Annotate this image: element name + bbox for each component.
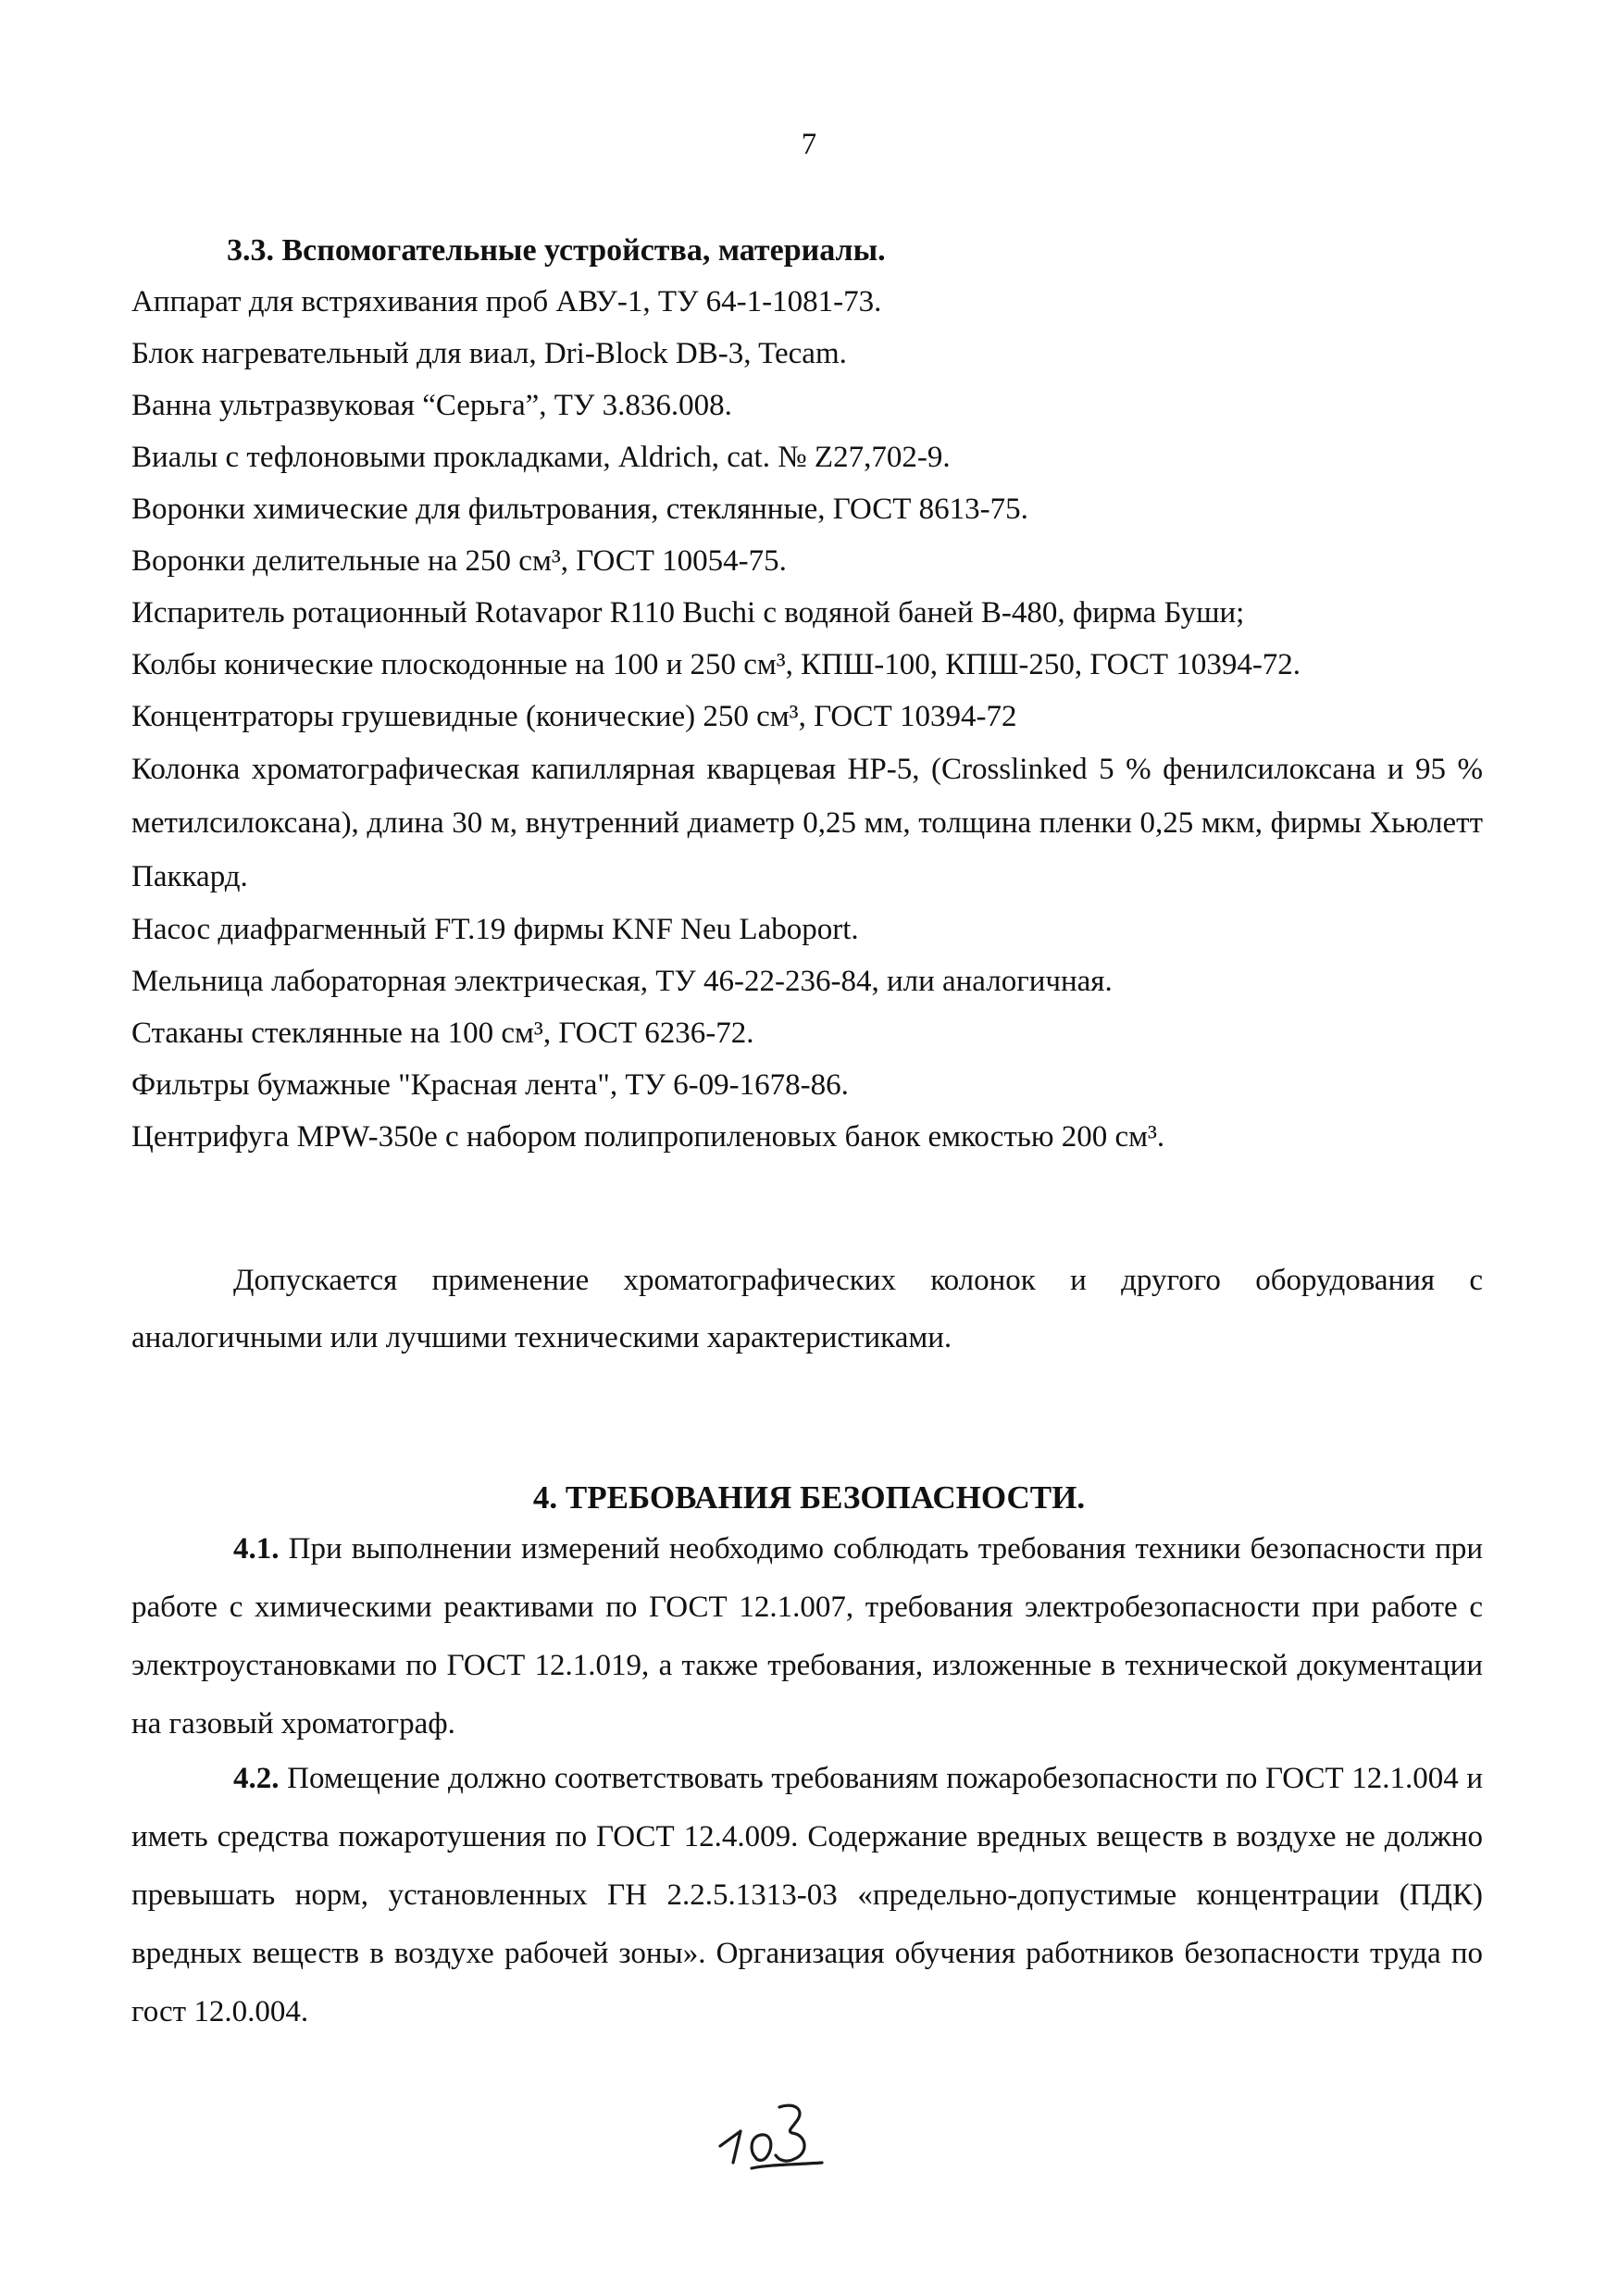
paragraph-text: При выполнении измерений необходимо соблюдать требования техники безопасности при работе с химическими реактивами по ГОСТ 12.1.007, требования электробезопасности при работе с электроустановками по ГОСТ 12.1.019, а также требования, изложенные в технической документации на газовый хроматограф. bbox=[131, 1532, 1484, 1741]
equipment-note: Допускается применение хроматографических колонок и другого оборудования с аналогичными или лучшими техническими характеристиками. bbox=[131, 1264, 1483, 1354]
handwritten-page-number bbox=[713, 2094, 852, 2177]
paragraph-4-2 bbox=[131, 1750, 1483, 2041]
list-item: Воронки химические для фильтрования, стеклянные, ГОСТ 8613-75. bbox=[131, 493, 1028, 526]
paragraph-number: 4.1. bbox=[233, 1532, 280, 1566]
list-item: Стаканы стеклянные на 100 см³, ГОСТ 6236-72. bbox=[131, 1017, 754, 1050]
list-item: Воронки делительные на 250 см³, ГОСТ 10054-75. bbox=[131, 544, 787, 578]
list-item: Ванна ультразвуковая “Серьга”, ТУ 3.836.008. bbox=[131, 389, 732, 422]
list-item: Виалы с тефлоновыми прокладками, Aldrich, cat. № Z27,702-9. bbox=[131, 441, 951, 474]
list-item: Колбы конические плоскодонные на 100 и 250 см³, КПШ-100, КПШ-250, ГОСТ 10394-72. bbox=[131, 648, 1301, 681]
section-4-heading: 4. ТРЕБОВАНИЯ БЕЗОПАСНОСТИ. bbox=[532, 1479, 1086, 1516]
list-item: Мельница лабораторная электрическая, ТУ 46-22-236-84, или аналогичная. bbox=[131, 965, 1113, 998]
list-item: Концентраторы грушевидные (конические) 250 см³, ГОСТ 10394-72 bbox=[131, 700, 1017, 733]
list-item: Насос диафрагменный FT.19 фирмы KNF Neu Laboport. bbox=[131, 913, 859, 946]
equipment-list bbox=[131, 276, 1483, 1163]
section-3-3-heading: 3.3. Вспомогательные устройства, материалы. bbox=[227, 233, 886, 268]
list-item: Колонка хроматографическая капиллярная кварцевая НР-5, (Crosslinked 5 % фенилсилоксана и 95 % метилсилоксана), длина 30 м, внутренний диаметр 0,25 мм, толщина пленки 0,25 мкм, фирмы Хьюлетт Паккард. bbox=[131, 753, 1483, 893]
list-item: Блок нагревательный для виал, Dri-Block DB-3, Tecam. bbox=[131, 337, 847, 370]
list-item: Испаритель ротационный Rotavapor R110 Buchi с водяной баней В-480, фирма Буши; bbox=[131, 596, 1245, 630]
paragraph-text: Помещение должно соответствовать требованиям пожаробезопасности по ГОСТ 12.1.004 и иметь средства пожаротушения по ГОСТ 12.4.009. Содержание вредных веществ в воздухе не должно превышать норм, установленных ГН 2.2.5.1313-03 «предельно-допустимые концентрации (ПДК) вредных веществ в воздухе рабочей зоны». Организация обучения работников безопасности труда по гост 12.0.004. bbox=[131, 1762, 1484, 2028]
page-number: 7 bbox=[801, 128, 817, 161]
paragraph-4-1 bbox=[131, 1520, 1483, 1753]
list-item: Аппарат для встряхивания проб АВУ-1, ТУ 64-1-1081-73. bbox=[131, 285, 882, 318]
list-item: Центрифуга MPW-350e с набором полипропиленовых банок емкостью 200 см³. bbox=[131, 1120, 1165, 1154]
paragraph-number: 4.2. bbox=[233, 1762, 280, 1795]
list-item: Фильтры бумажные "Красная лента", ТУ 6-09-1678-86. bbox=[131, 1068, 849, 1102]
